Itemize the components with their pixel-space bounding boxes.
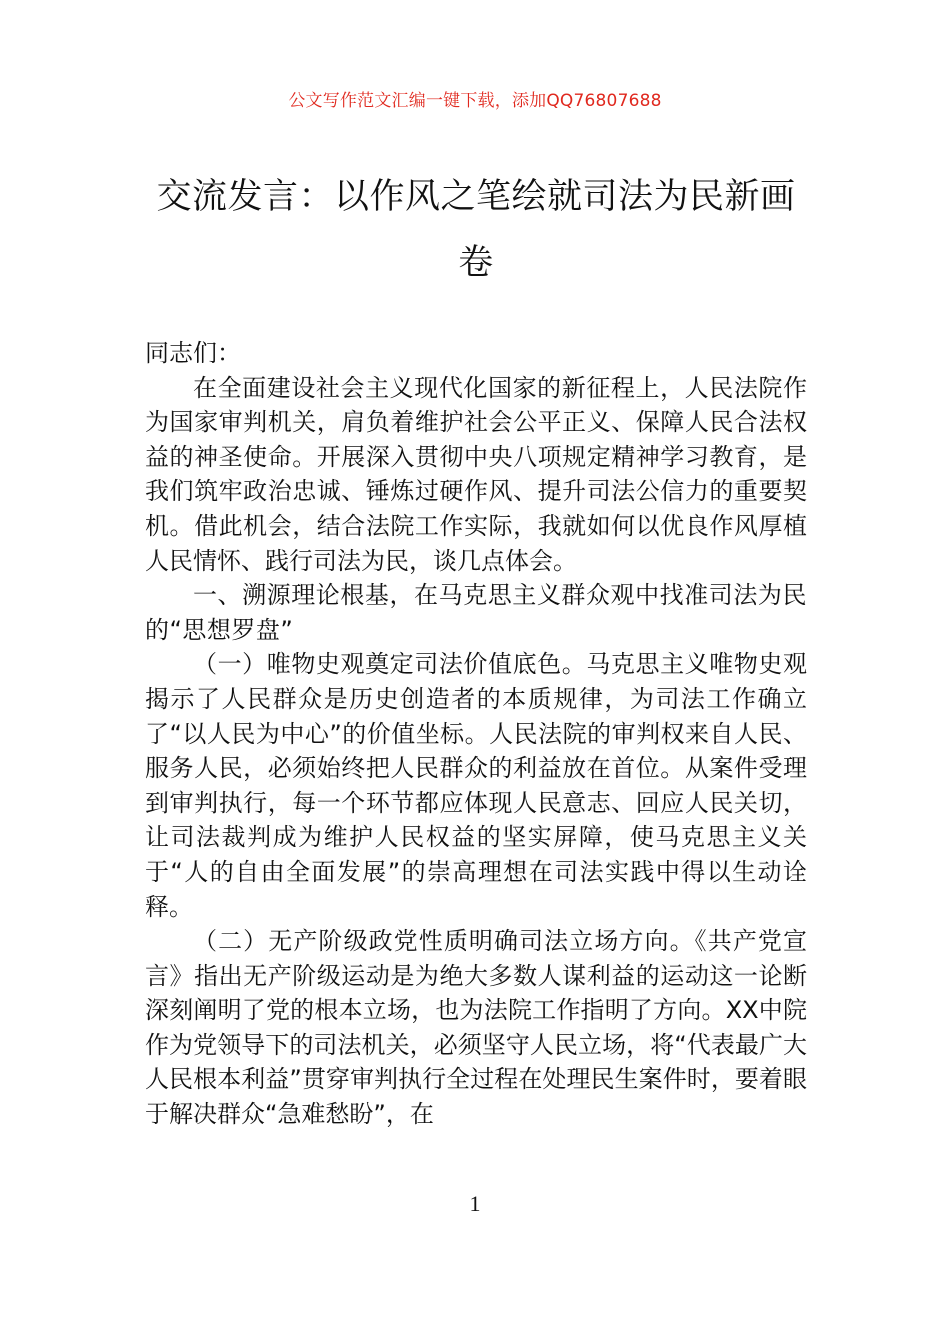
- document-body: [145, 336, 807, 1132]
- paragraph-subsection-1: （一）唯物史观奠定司法价值底色。马克思主义唯物史观揭示了人民群众是历史创造者的本质规律，为司法工作确立了“以人民为中心”的价值坐标。人民法院的审判权来自人民、服务人民，必须始终把人民群众的利益放在首位。从案件受理到审判执行，每一个环节都应体现人民意志、回应人民关切，让司法裁判成为维护人民权益的坚实屏障，使马克思主义关于“人的自由全面发展”的崇高理想在司法实践中得以生动诠释。: [145, 650, 807, 921]
- paragraph-intro: 在全面建设社会主义现代化国家的新征程上，人民法院作为国家审判机关，肩负着维护社会公平正义、保障人民合法权益的神圣使命。开展深入贯彻中央八项规定精神学习教育，是我们筑牢政治忠诚、锤炼过硬作风、提升司法公信力的重要契机。借此机会，结合法院工作实际，我就如何以优良作风厚植人民情怀、践行司法为民，谈几点体会。: [145, 373, 807, 575]
- document-title: 交流发言：以作风之笔绘就司法为民新画卷: [156, 177, 796, 283]
- section-heading-1: 一、溯源理论根基，在马克思主义群众观中找准司法为民的“思想罗盘”: [145, 581, 807, 644]
- salutation: 同志们：: [145, 339, 241, 367]
- download-notice: 公文写作范文汇编一键下载，添加QQ76807688: [288, 91, 662, 111]
- paragraph-subsection-2: （二）无产阶级政党性质明确司法立场方向。《共产党宣言》指出无产阶级运动是为绝大多数人谋利益的运动这一论断深刻阐明了党的根本立场，也为法院工作指明了方向。XX中院作为党领导下的司法机关，必须坚守人民立场，将“代表最广大人民根本利益”贯穿审判执行全过程在处理民生案件时，要着眼于解决群众“急难愁盼”，在: [145, 927, 807, 1129]
- page-number: 1: [469, 1191, 481, 1216]
